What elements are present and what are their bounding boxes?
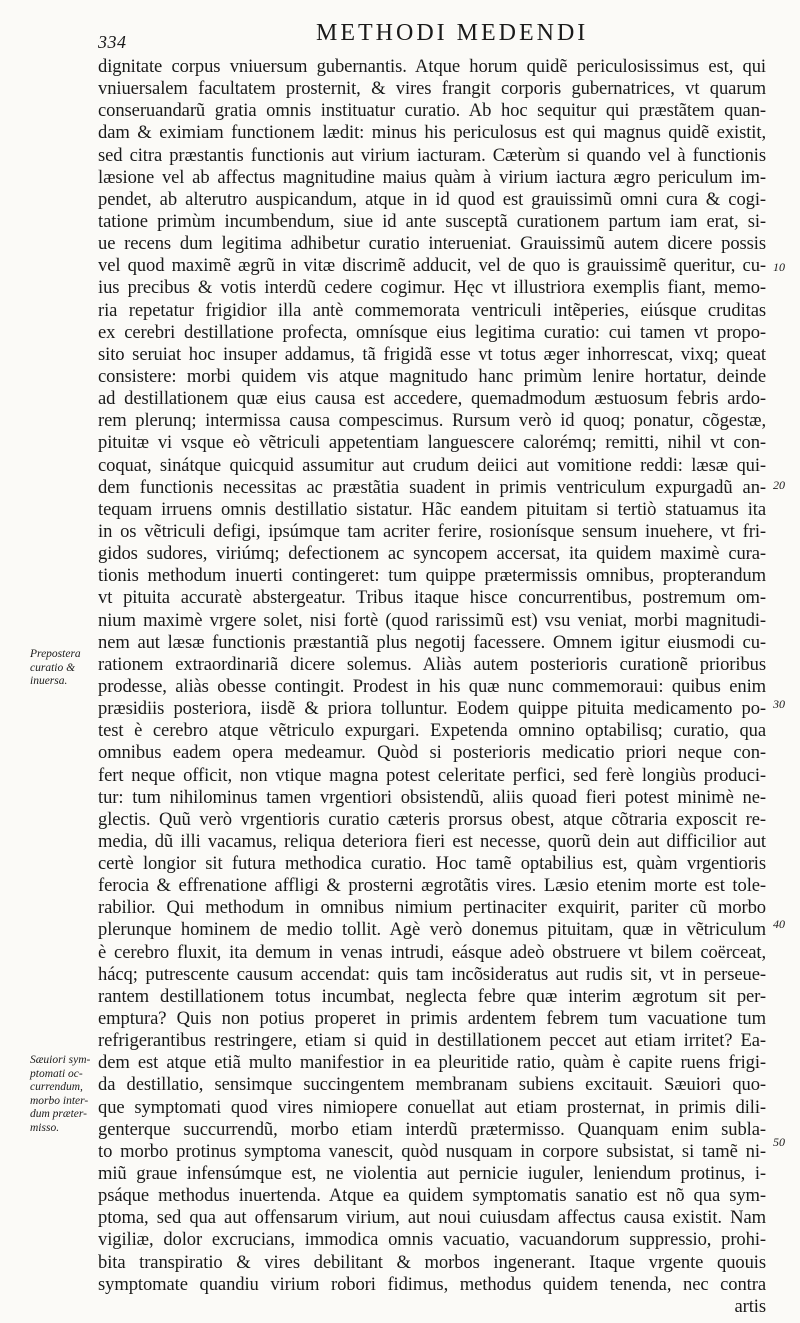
text-line: rem plerunq; intermissa causa compescimus. Rursum verò id quoq; ponatur, cõgestæ, [98,410,766,432]
text-line: tur: tum nihilominus tamen vrgentiori obsistendũ, aliis quoad fieri potest minimè ne- [98,786,766,808]
text-line: consistere: morbi quidem vis atque magnitudo hanc primùm lenire hortatur, deinde [98,365,766,387]
margin-note-line: morbo inter- [30,1094,89,1107]
text-line: dam & eximiam functionem lædit: minus his periculosus est qui magnus quidẽ existit, [98,122,766,144]
text-line: ria repetatur frigidior illa antè commemorata ventriculi intẽperies, eiúsque cruditas [98,299,766,321]
text-line: præsidiis posteriora, iisdẽ & priora tolluntur. Eodem quippe pituita medicamento po- [98,698,766,720]
text-line: fert neque officit, non vtique magna potest celeritate perfici, sed ferè longiùs produci- [98,764,766,786]
text-line: symptomate quandiu virium robori fidimus, methodus quidem tenenda, nec contra [98,1273,766,1295]
text-line: tatione primùm incumbendum, siue id ante susceptã curationem partum iam erat, si- [98,210,766,232]
text-line: vigiliæ, dolor excrucians, immodica omnis vacuatio, vacuandorum suppressio, prohi- [98,1229,766,1251]
text-line: test è cerebro atque vẽtriculo expurgari. Expetenda omnino optabilisq; curatio, qua [98,720,766,742]
margin-note-line: Prepostera [30,648,81,660]
text-line: conseruandarũ gratia omnis instituatur curatio. Ab hoc sequitur qui præstãtem quan- [98,100,766,122]
margin-note-line: currendum, [30,1081,83,1093]
text-line: certè longior sit futura methodica curatio. Hoc tamẽ optabilius est, quàm vrgentioris [98,853,766,875]
text-line: plerunque hominem de medio tollit. Agè verò donemus pituitam, quæ in vẽtriculum [98,919,766,941]
text-line: ius precibus & votis interdũ cedere cogimur. Hęc vt illustriora exemplis fiant, memo- [98,277,766,299]
text-line: emptura? Quis non potius properet in primis ardentem febrem tum vacuatione tum [98,1008,766,1030]
margin-note-line: inuersa. [30,675,68,687]
text-line: glectis. Quũ verò vrgentioris curatio cæteris prorsus obest, atque cõtraria exposcit re- [98,808,766,830]
text-line: vt pituita accuratè abstergeatur. Tribus itaque hisce concurrentibus, postremum om- [98,587,766,609]
line-number-30: 30 [773,697,785,711]
text-line: media, dũ illi vacamus, reliqua deteriora fieri est necesse, quorũ dein aut difficilior aut [98,830,766,852]
text-line: sito seruiat hoc insuper addamus, tã frigidã esse vt totus æger inhorrescat, vixq; queat [98,343,766,365]
running-title: METHODI MEDENDI [316,20,589,46]
text-line: tionis methodum inuerti contingeret: tum quippe prætermissis omnibus, propterandum [98,565,766,587]
line-number-40: 40 [773,917,785,931]
text-line: que symptomati quod vires nimiopere conuellat aut etiam prosternat, in primis dili- [98,1096,766,1118]
text-line: ad destillationem quæ eius causa est accedere, quemadmodum æstuosum febris ardo- [98,388,766,410]
text-line: dem est atque etiã multo manifestior in ea pleuritide ratio, quàm è capite ruens frigi- [98,1052,766,1074]
page-header [98,18,768,52]
margin-note-line: Sæuiori sym- [30,1054,91,1066]
text-line: refrigerantibus restringere, etiam si quid in destillationem peccet aut etiam irritet? Ea- [98,1030,766,1052]
text-line: ptoma, sed qua aut offensarum virium, aut noui cuiusdam affectus causa existit. Nam [98,1207,766,1229]
text-line: in os vẽtriculi defigi, ipsúmque tam acriter ferire, rosionísque sensum inuehere, vt fri- [98,520,766,542]
text-line: rationem extraordinariã dicere solemus. Aliàs autem posterioris curationẽ prioribus [98,653,766,675]
text-line: ferocia & effrenatione affligi & prosterni ægrotãtis vires. Læsio etenim morte est tole- [98,875,766,897]
text-line: læsione vel ab affectus magnitudine maius quàm à virium iactura ægro periculum im- [98,166,766,188]
text-line: hácq; putrescente causum accendat: quis tam incõsideratus aut rudis sit, vt in perseue- [98,963,766,985]
text-line: coquat, sinátque quicquid assumitur aut crudum deiici aut vomitione reddi: læsæ qui- [98,454,766,476]
text-line: dignitate corpus vniuersum gubernantis. Atque horum quidẽ periculosissimus est, qui [98,56,766,77]
catchword: artis [734,1295,766,1317]
text-line: pendet, ab alterutro auspicandum, atque in id quod est grauissimũ omni cura & cogi- [98,188,766,210]
margin-note-saeuiori [30,1054,94,1135]
text-line: psáque methodus inuertenda. Atque ea quidem symptomatis sanatio est nõ qua sym- [98,1185,766,1207]
line-number-20: 20 [773,478,785,492]
text-line: rabilior. Qui methodum in omnibus nimium pertinaciter exquirit, pariter cũ morbo [98,897,766,919]
text-line: vniuersalem facultatem prosternit, & vires frangit corporis gubernatrices, vt quarum [98,78,766,100]
text-line: nium maximè vrgere solet, nisi fortè (quod rarissimũ est) vsu veniat, morbi magnitudi- [98,609,766,631]
text-line: to morbo protinus symptoma vanescit, quòd nusquam in corpore subsistat, si tamẽ ni- [98,1140,766,1162]
margin-note-line: dum præter- [30,1108,87,1120]
text-line: pituitæ vi vsque eò vẽtriculi appetentiam languescere calorémq; remitti, nihil vt con- [98,432,766,454]
text-line: prodesse, aliàs obesse contingit. Prodest in his quæ nunc commemoraui: quibus enim [98,675,766,697]
line-number-50: 50 [773,1135,785,1149]
text-line: ue recens dum legitima adhibetur curatio interueniat. Grauissimũ autem dicere possis [98,233,766,255]
text-line: rantem destillationem totus incumbat, neglecta febre quæ interim ægrotum sit per- [98,985,766,1007]
margin-note-prepostera [30,648,94,689]
text-line: miũ graue infensúmque est, ne violentia aut pernicie iuguler, leniendum protinus, i- [98,1163,766,1185]
text-line: bita transpiratio & vires debilitant & morbos ingenerant. Itaque vrgente quouis [98,1251,766,1273]
body-text [98,56,766,1318]
text-line: ex cerebri destillatione profecta, omnísque eius legitima curatio: cui tamen vt propo- [98,321,766,343]
text-line: gidos sudores, viriúmq; defectionem ac syncopem accersat, ita quidem maximè cura- [98,543,766,565]
line-number-10: 10 [773,260,785,274]
margin-note-line: curatio & [30,661,76,674]
text-line: tequam irruens omnis destillatio sistatur. Hãc eandem pituitam si tertiò statuamus ita [98,498,766,520]
text-line: è cerebro fluxit, ita demum in venas intrudi, eásque adeò obstruere vt bilem coërceat, [98,941,766,963]
text-line: sed citra præstantis functionis aut virium iacturam. Cæterùm si quando vel à functionis [98,144,766,166]
text-line: dem functionis necessitas ac præstãtia suadent in primis ventriculum expurgadũ an- [98,476,766,498]
text-line: da destillatio, sensimque succingentem membranam subiens excitauit. Sæuiori quo- [98,1074,766,1096]
margin-note-line: ptomati oc- [30,1067,83,1080]
page-number: 334 [98,32,127,52]
margin-note-line: misso. [30,1121,60,1134]
text-line: omnibus eadem opera medeamur. Quòd si posterioris medicatio priori neque con- [98,742,766,764]
text-line: vel quod maximẽ ægrũ in vitæ discrimẽ adducit, vel de quo is grauissimẽ queritur, cu- [98,255,766,277]
text-line: nem aut læsæ functionis præstantiã plus negotij facessere. Omnem igitur eiusmodi cu- [98,631,766,653]
text-line: genterque succurrendũ, morbo etiam interdũ prætermisso. Quanquam enim subla- [98,1118,766,1140]
